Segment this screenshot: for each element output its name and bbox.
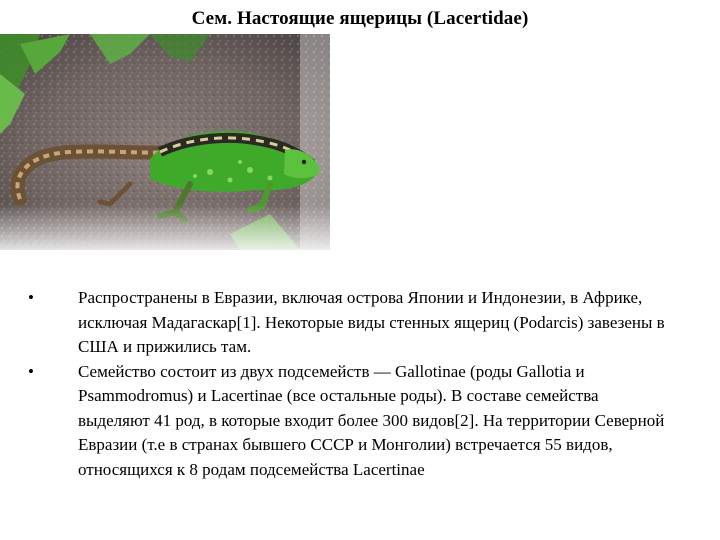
bullet-text: Семейство состоит из двух подсемейств — Gallotinae (роды Gallotia и Psammodromus) и Lacertinae (все остальные роды). В составе семейства выделяют 41 род, в которые входит более 300 видов[2]. На территории Северной Евразии (т.е в странах бывшего СССР и Монголии) встречается 55 видов, относящихся к 8 родам подсемейства Lacertinae xyxy=(78,361,665,479)
lizard-photo xyxy=(0,34,330,250)
bullet-list xyxy=(28,286,668,482)
bullet-item xyxy=(28,360,668,483)
bullet-text: Распространены в Евразии, включая острова Японии и Индонезии, в Африке, исключая Мадагаскар[1]. Некоторые виды стенных ящериц (Podarcis) завезены в США и прижились там. xyxy=(78,288,665,356)
slide-title: Сем. Настоящие ящерицы (Lacertidae) xyxy=(191,8,529,29)
bullet-marker: • xyxy=(28,361,34,381)
bullet-item xyxy=(28,286,668,360)
bullet-marker: • xyxy=(28,288,34,307)
